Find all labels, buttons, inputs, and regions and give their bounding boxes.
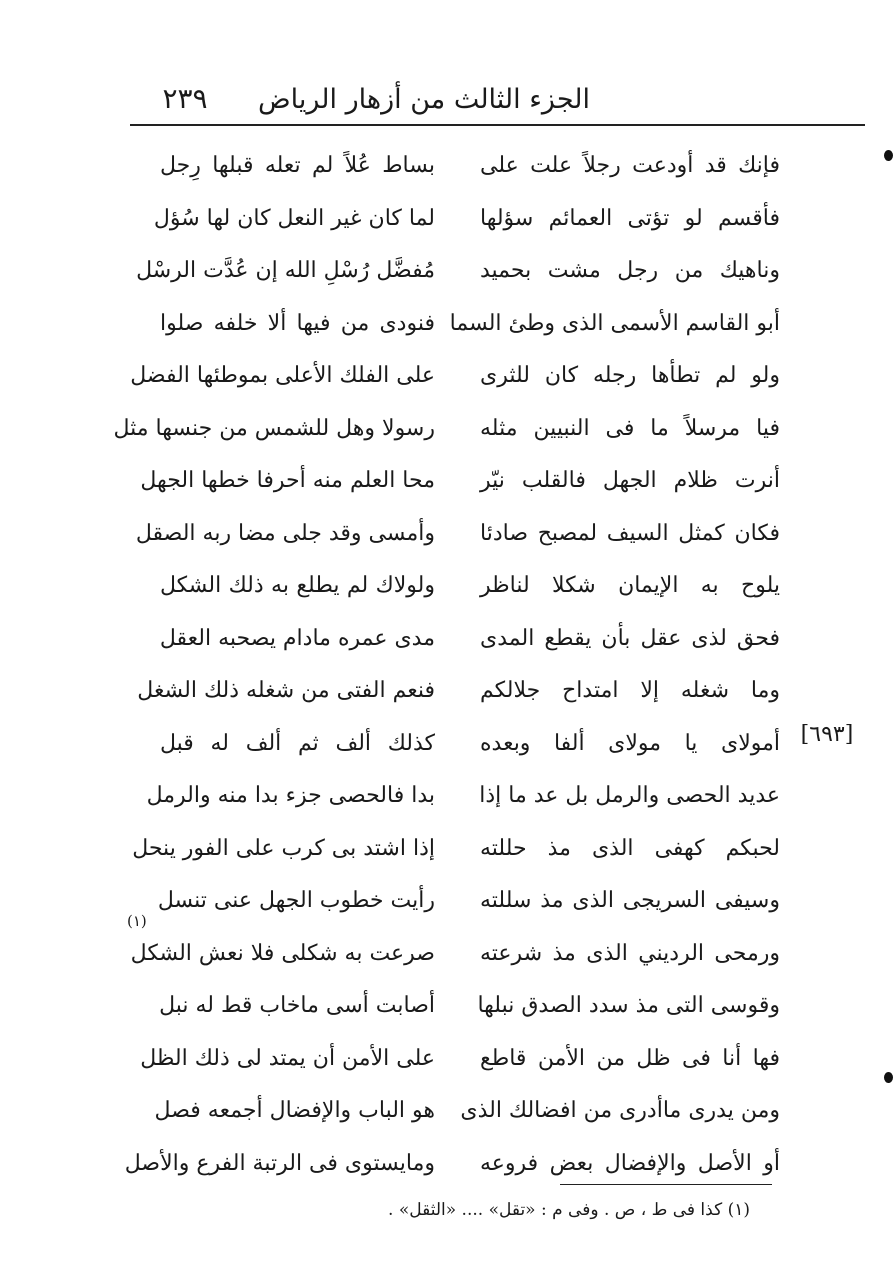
verse-first-hemistich: فأقسم لو تؤتى العمائم سؤلها [480, 205, 780, 231]
verse-second-hemistich: أصابت أسى ماخاب قط له نبل [159, 993, 435, 1018]
verse-second-hemistich: مُفضَّل رُسْلِ الله إن عُدَّت الرسْل [136, 258, 435, 283]
verse-first-hemistich: أنرت ظلام الجهل فالقلب نيّر [480, 468, 780, 493]
verse-second-hemistich: صرعت به شكلى فلا نعش الشكل [130, 940, 435, 966]
verse-line [140, 1092, 780, 1145]
verse-second-hemistich: إذا اشتد بى كرب على الفور ينحل [132, 835, 435, 861]
verse-first-hemistich: فحق لذى عقل بأن يقطع المدى [480, 625, 780, 651]
verse-second-hemistich: لما كان غير النعل كان لها سُؤل [153, 205, 435, 231]
verse-line [140, 462, 780, 515]
running-header-title: الجزء الثالث من أزهار الرياض [258, 84, 590, 115]
verse-line [140, 987, 780, 1040]
verse-second-hemistich: فنودى من فيها ألا خلفه صلوا [160, 310, 435, 336]
footnote: (١) كذا فى ط ، ص . وفى م : «تقل» .... «الثقل» . [388, 1200, 750, 1220]
verse-second-hemistich: مدى عمره مادام يصحبه العقل [159, 625, 435, 651]
verse-second-hemistich: وأمسى وقد جلى مضا ربه الصقل [135, 520, 435, 546]
header-rule [130, 124, 865, 126]
verse-second-hemistich: رأيت خطوب الجهل عنى تنسل [157, 888, 435, 913]
verse-first-hemistich: وسيفى السريجى الذى مذ سللته [480, 888, 780, 913]
verse-second-hemistich: محا العلم منه أحرفا خطها الجهل [140, 468, 435, 493]
verse-second-hemistich: رسولا وهل للشمس من جنسها مثل [113, 415, 435, 441]
verse-line [124, 1145, 780, 1198]
verse-line [137, 672, 780, 725]
verse-second-hemistich: ولولاك لم يطلع به ذلك الشكل [160, 573, 435, 598]
verse-first-hemistich: ومن يدرى ماأدرى من افضالك الذى [460, 1098, 780, 1123]
page-number: ٢٣٩ [162, 82, 208, 115]
footnote-marker: (١) [127, 912, 147, 930]
verse-line [140, 882, 780, 935]
verse-first-hemistich: فيا مرسلاً ما فى النبيين مثله [480, 415, 780, 441]
verse-line [132, 830, 780, 883]
verse-first-hemistich: وقوسى التى مذ سدد الصدق نبلها [477, 993, 780, 1018]
verse-line [140, 567, 780, 620]
verse-line [130, 935, 780, 988]
verse-first-hemistich: ولو لم تطأها رجله كان للثرى [480, 363, 780, 388]
verse-line [140, 620, 780, 673]
verse-line [113, 410, 780, 463]
edge-ink-mark [884, 150, 893, 161]
verse-line [140, 777, 780, 830]
verse-first-hemistich: لحبكم كهفى الذى مذ حللته [480, 835, 780, 861]
verse-second-hemistich: فنعم الفتى من شغله ذلك الشغل [137, 678, 435, 703]
verse-line [140, 200, 780, 253]
verse-second-hemistich: كذلك ألف ثم ألف له قبل [160, 730, 435, 756]
verse-second-hemistich: بساط عُلاً لم تعله قبلها رِجل [160, 153, 435, 178]
footnote-rule [560, 1184, 772, 1185]
verse-line [140, 725, 780, 778]
verse-first-hemistich: أمولاى يا مولاى ألفا وبعده [480, 730, 780, 756]
verse-second-hemistich: على الفلك الأعلى بموطئها الفضل [130, 363, 435, 388]
verse-first-hemistich: عديد الحصى والرمل بل عد ما إذا [479, 783, 780, 808]
verse-first-hemistich: وما شغله إلا امتداح جلالكم [480, 678, 780, 703]
margin-page-reference: [٦٩٣] [800, 722, 854, 747]
verse-line [135, 515, 780, 568]
verse-line [136, 252, 780, 305]
verse-first-hemistich: ورمحى الرديني الذى مذ شرعته [480, 940, 780, 966]
verse-first-hemistich: يلوح به الإيمان شكلا لناظر [480, 573, 780, 598]
verse-first-hemistich: فإنك قد أودعت رجلاً علت على [480, 153, 780, 178]
poem-verses [113, 147, 780, 1197]
verse-first-hemistich: أبو القاسم الأسمى الذى وطئ السما [449, 310, 780, 336]
verse-first-hemistich: أو الأصل والإفضال بعض فروعه [480, 1150, 780, 1176]
verse-first-hemistich: وناهيك من رجل مشت بحميد [480, 258, 780, 283]
verse-second-hemistich: ومايستوى فى الرتبة الفرع والأصل [124, 1150, 435, 1176]
verse-line [140, 305, 780, 358]
verse-line [140, 1040, 780, 1093]
verse-first-hemistich: فكان كمثل السيف لمصبح صادئا [480, 520, 780, 546]
verse-first-hemistich: فها أنا فى ظل من الأمن قاطع [480, 1045, 780, 1071]
verse-line [130, 357, 780, 410]
edge-ink-mark [884, 1072, 893, 1083]
verse-second-hemistich: على الأمن أن يمتد لى ذلك الظل [140, 1045, 435, 1071]
verse-line [140, 147, 780, 200]
verse-second-hemistich: بدا فالحصى جزء بدا منه والرمل [146, 783, 435, 808]
verse-second-hemistich: هو الباب والإفضال أجمعه فصل [154, 1098, 435, 1123]
